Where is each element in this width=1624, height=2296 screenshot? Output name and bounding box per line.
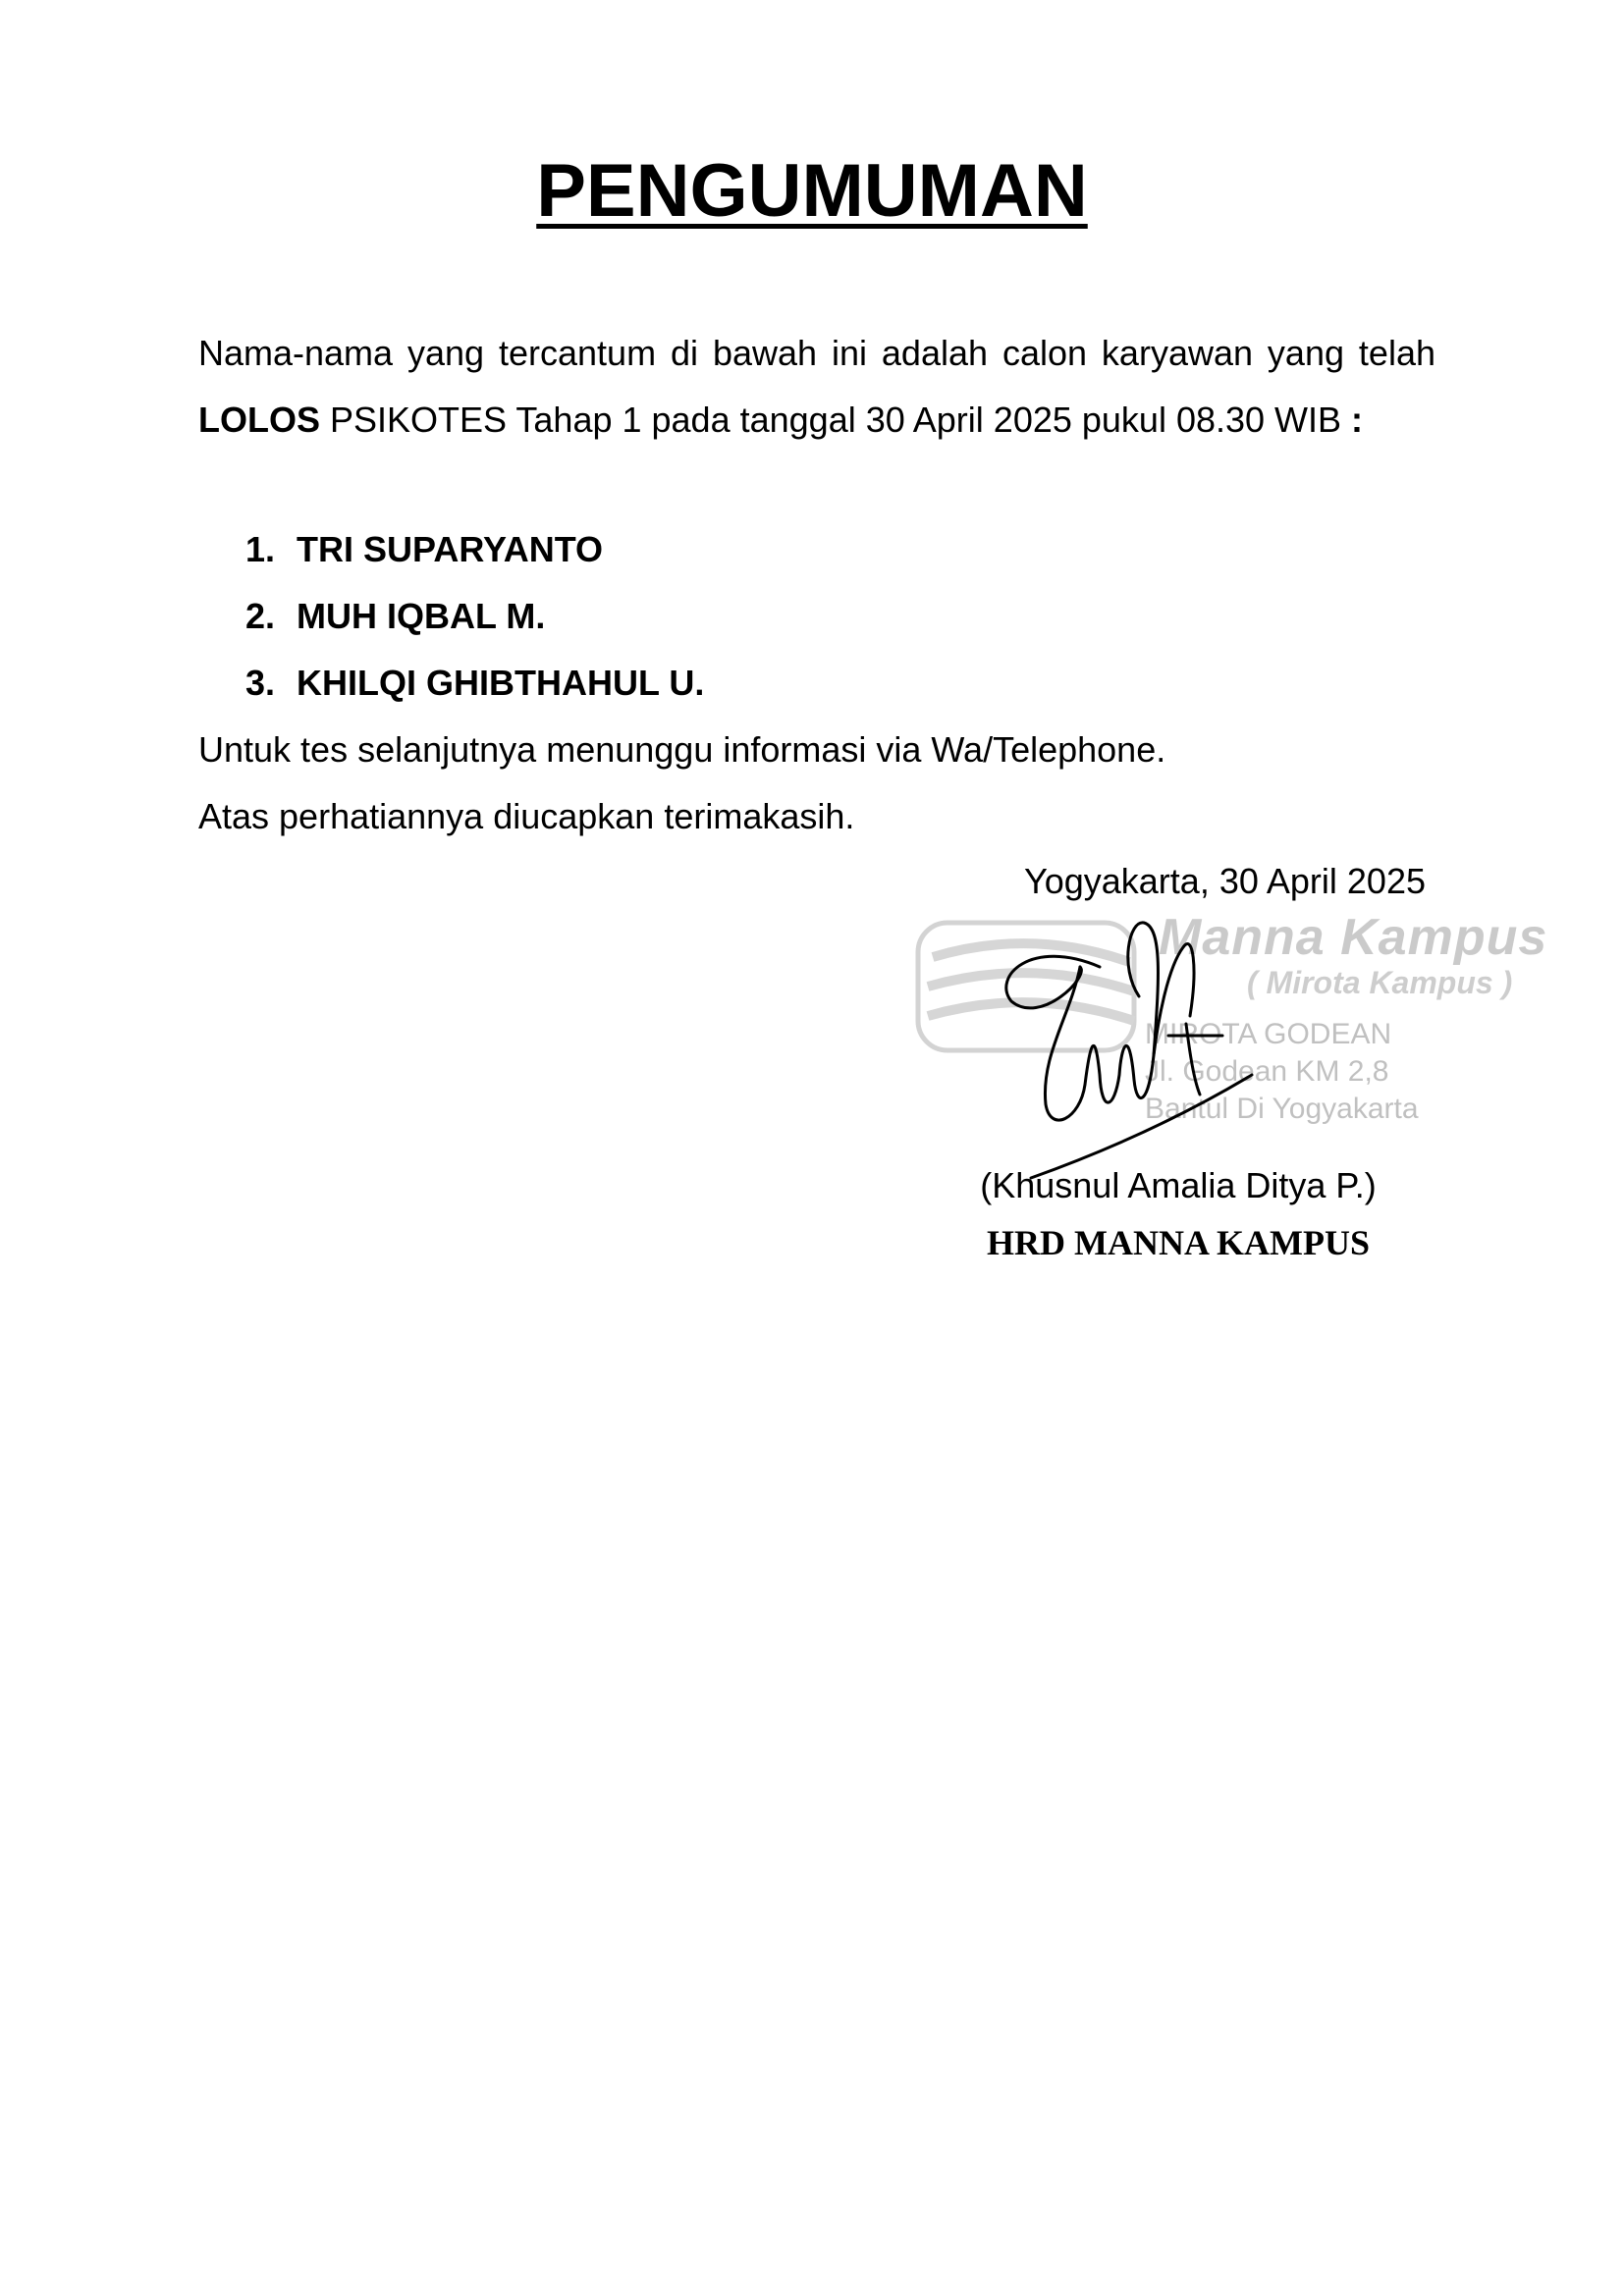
candidate-name: MUH IQBAL M. xyxy=(297,596,546,636)
closing-text: Atas perhatiannya diucapkan terimakasih. xyxy=(198,796,855,836)
stamp-line: Jl. Godean KM 2,8 xyxy=(1145,1055,1389,1088)
candidate-number: 1. xyxy=(245,529,276,569)
stamp-brand: Manna Kampus xyxy=(1159,909,1548,966)
stamp-line: Bantul Di Yogyakarta xyxy=(1145,1093,1419,1125)
signer-department: HRD MANNA KAMPUS xyxy=(987,1223,1370,1262)
candidate-list xyxy=(245,516,704,717)
next-steps-text: Untuk tes selanjutnya menunggu informasi via Wa/Telephone. xyxy=(198,729,1166,770)
candidate-name: TRI SUPARYANTO xyxy=(297,529,604,569)
candidate-number: 3. xyxy=(245,663,276,703)
title-text: PENGUMUMAN xyxy=(536,149,1088,233)
stamp-subtitle: ( Mirota Kampus ) xyxy=(1247,965,1513,1000)
intro-bold-lolos: LOLOS xyxy=(198,400,320,440)
candidate-number: 2. xyxy=(245,596,276,636)
signer-name: (Khusnul Amalia Ditya P.) xyxy=(980,1165,1377,1205)
candidate-item xyxy=(245,583,704,650)
candidate-name: KHILQI GHIBTHAHUL U. xyxy=(297,663,705,703)
intro-text-2: PSIKOTES Tahap 1 pada tanggal 30 April 2025 pukul 08.30 WIB xyxy=(320,400,1352,440)
candidate-item xyxy=(245,516,704,583)
intro-paragraph xyxy=(198,320,1435,454)
intro-text-1: Nama-nama yang tercantum di bawah ini adalah calon karyawan yang telah xyxy=(198,333,1435,373)
candidate-item xyxy=(245,650,704,717)
stamp-line: MIROTA GODEAN xyxy=(1145,1018,1392,1050)
place-date: Yogyakarta, 30 April 2025 xyxy=(1024,861,1426,901)
page-title xyxy=(0,147,1624,236)
intro-bold-colon: : xyxy=(1351,400,1364,440)
